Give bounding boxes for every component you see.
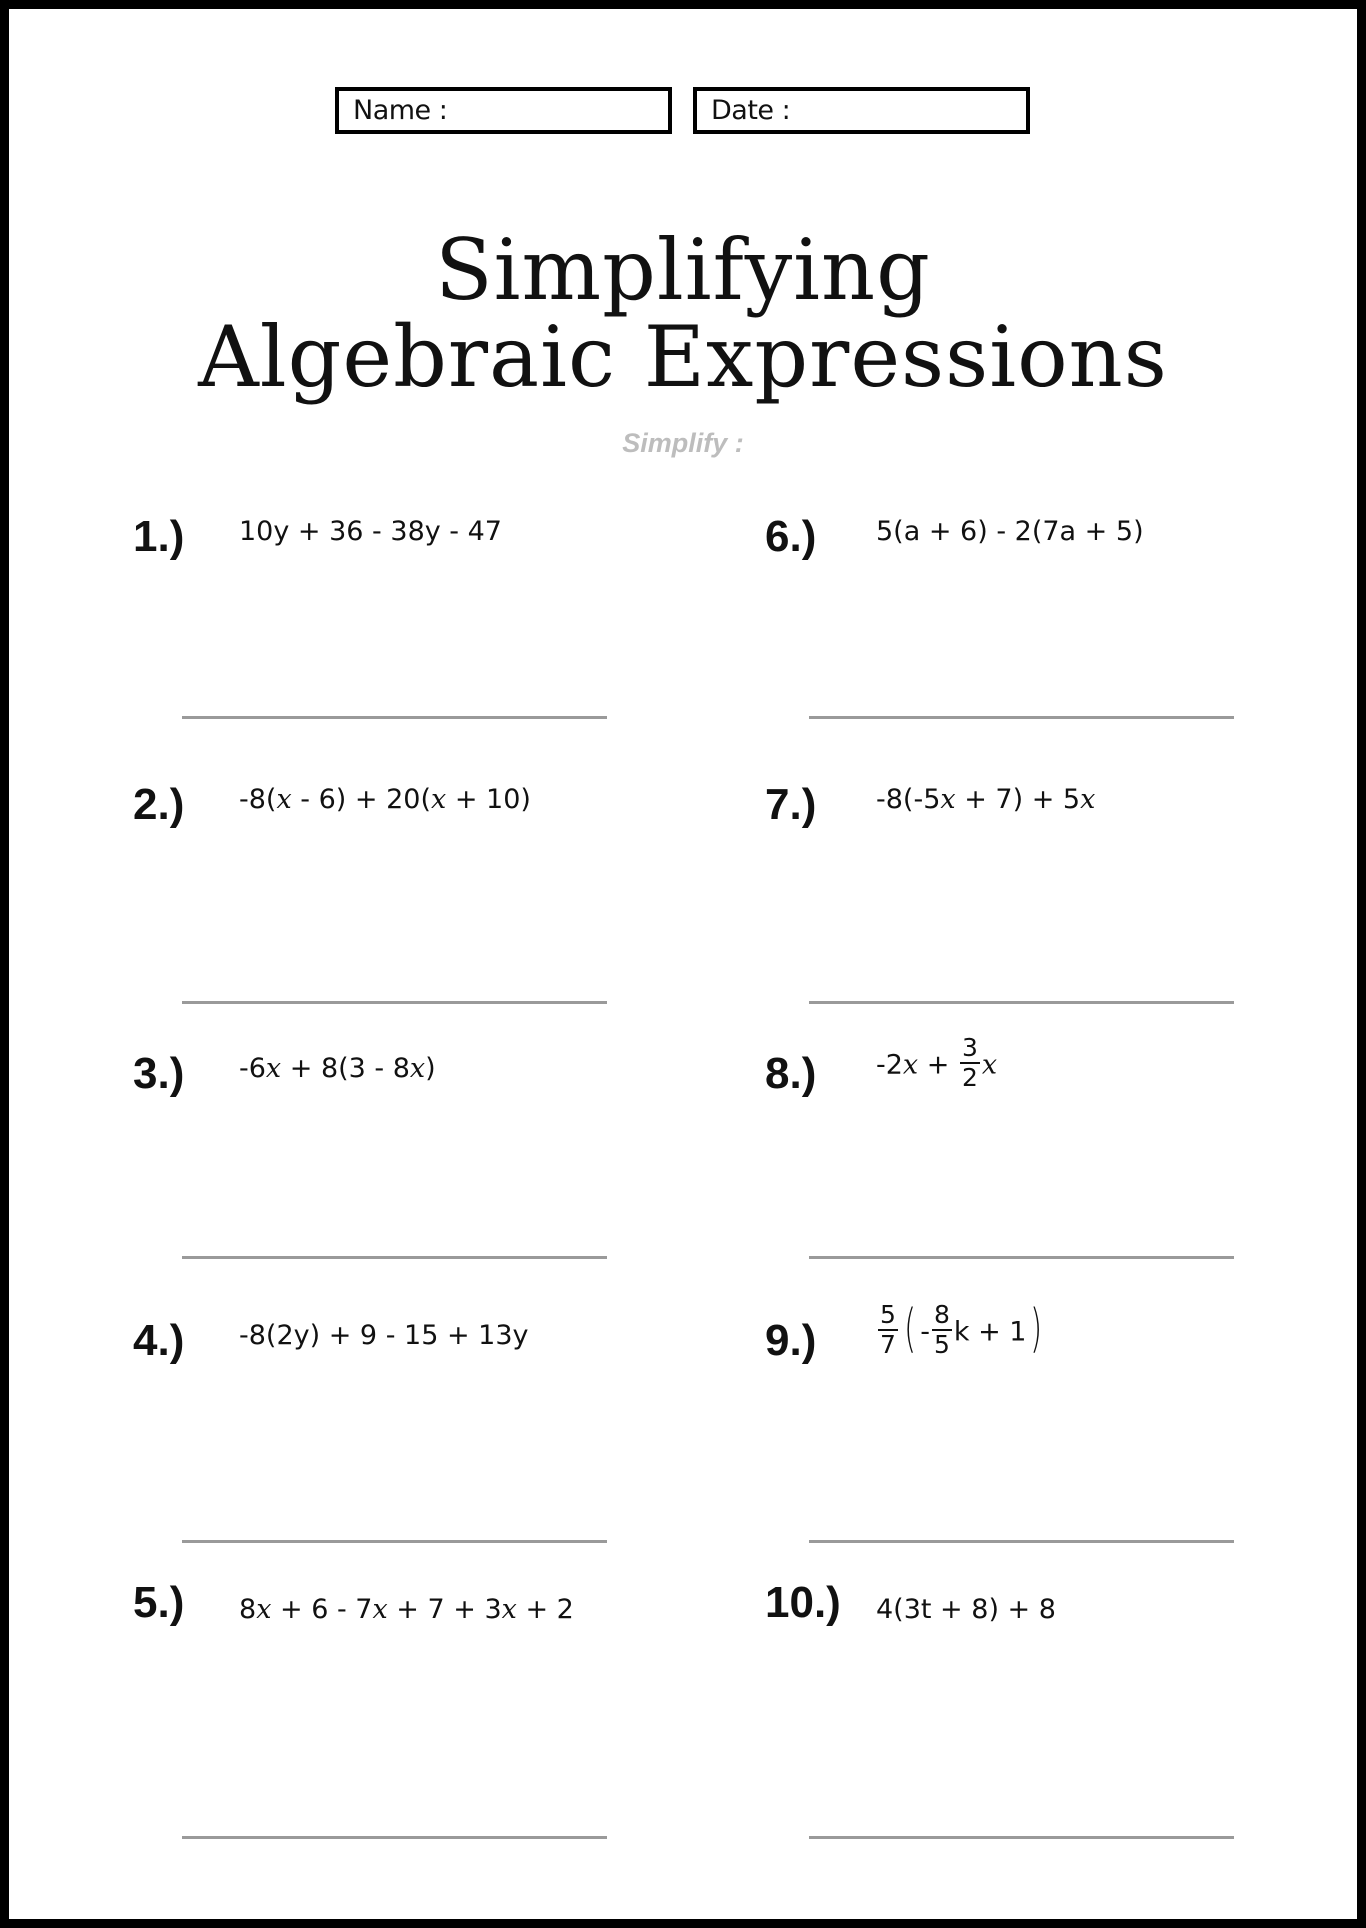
expression: -2x + $\frac{3}{2}$ x bbox=[876, 1033, 998, 1092]
name-label: Name : bbox=[353, 95, 448, 126]
expression: -8(2y) + 9 - 15 + 13y bbox=[239, 1320, 529, 1351]
answer-line-6[interactable] bbox=[809, 716, 1234, 719]
fraction: $\frac{5}{7}$ bbox=[880, 1300, 896, 1359]
expression: -8(x - 6) + 20(x + 10) bbox=[239, 784, 531, 815]
problem-number: 4.) bbox=[133, 1316, 185, 1365]
answer-line-9[interactable] bbox=[809, 1540, 1234, 1543]
fraction: $\frac{3}{2}$ bbox=[961, 1033, 978, 1092]
problem-number: 7.) bbox=[765, 780, 817, 829]
date-field[interactable] bbox=[693, 87, 1030, 134]
expression: 8x + 6 - 7x + 7 + 3x + 2 bbox=[239, 1594, 574, 1625]
answer-line-2[interactable] bbox=[182, 1001, 607, 1004]
expression: 5(a + 6) - 2(7a + 5) bbox=[876, 516, 1144, 547]
answer-line-10[interactable] bbox=[809, 1836, 1234, 1839]
problem-number: 1.) bbox=[133, 512, 185, 561]
problem-number: 5.) bbox=[133, 1578, 185, 1627]
expression: 10y + 36 - 38y - 47 bbox=[239, 516, 502, 547]
worksheet-title-line-1: Simplifying bbox=[435, 221, 931, 319]
answer-line-3[interactable] bbox=[182, 1256, 607, 1259]
expression: -6x + 8(3 - 8x) bbox=[239, 1053, 436, 1084]
date-label: Date : bbox=[711, 95, 791, 126]
answer-line-5[interactable] bbox=[182, 1836, 607, 1839]
problem-number: 6.) bbox=[765, 512, 817, 561]
worksheet-title-line-2: Algebraic Expressions bbox=[198, 308, 1168, 406]
problem-number: 9.) bbox=[765, 1316, 817, 1365]
expression: -8(-5x + 7) + 5x bbox=[876, 784, 1096, 815]
answer-line-1[interactable] bbox=[182, 716, 607, 719]
open-paren: ( bbox=[903, 1299, 917, 1359]
answer-line-4[interactable] bbox=[182, 1540, 607, 1543]
expression: $\frac{5}{7}$ ( - $\frac{8}{5}$ k + 1) bbox=[880, 1299, 1043, 1359]
problem-number: 8.) bbox=[765, 1049, 817, 1098]
close-paren: ) bbox=[1030, 1299, 1043, 1359]
answer-line-8[interactable] bbox=[809, 1256, 1234, 1259]
name-field[interactable] bbox=[335, 87, 672, 134]
answer-line-7[interactable] bbox=[809, 1001, 1234, 1004]
problem-number: 2.) bbox=[133, 780, 185, 829]
problem-number: 10.) bbox=[765, 1578, 841, 1627]
expression: 4(3t + 8) + 8 bbox=[876, 1594, 1056, 1625]
instructions: Simplify : bbox=[622, 428, 744, 458]
problem-number: 3.) bbox=[133, 1049, 185, 1098]
fraction: $\frac{8}{5}$ bbox=[933, 1300, 950, 1359]
